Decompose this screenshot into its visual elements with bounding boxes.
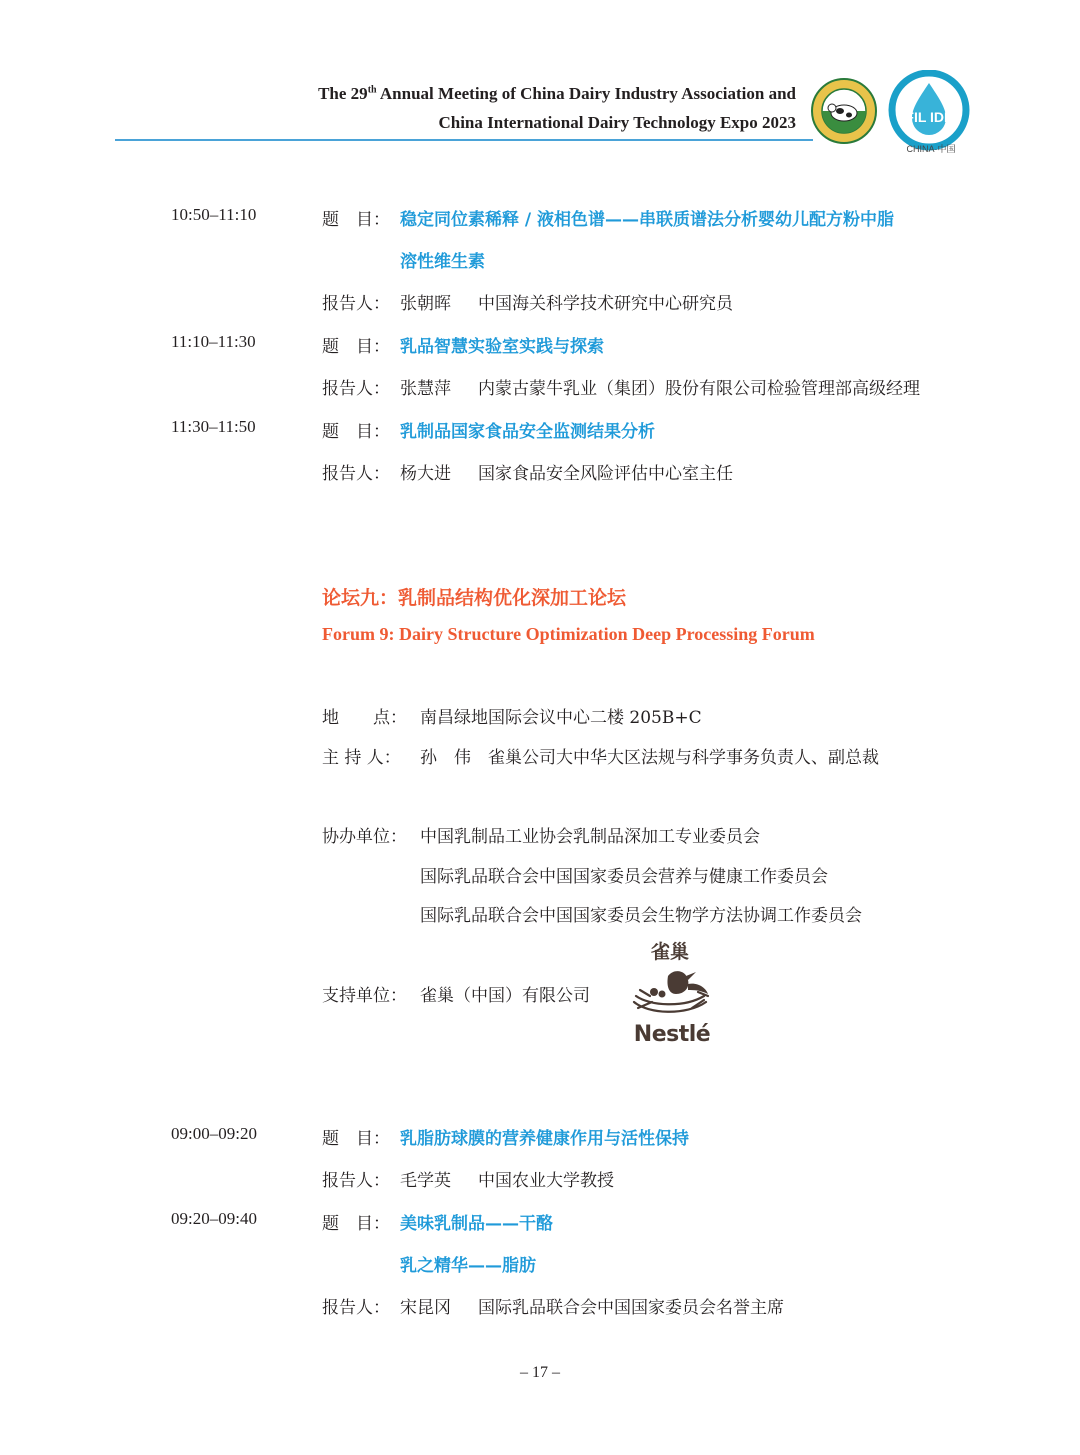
talk-title-cont: 溶性维生素 <box>400 252 485 272</box>
title-label: 题 目： <box>322 210 390 230</box>
header-title-line1: The 29th Annual Meeting of China Dairy Industry Association and <box>318 84 796 103</box>
forum-title-en: Forum 9: Dairy Structure Optimization Deep Processing Forum <box>322 624 815 644</box>
sponsor-logo-en: Nestlé <box>633 1022 711 1047</box>
venue-value: 南昌绿地国际会议中心二楼 205B+C <box>420 708 702 728</box>
china-label: CHINA·中国 <box>906 144 956 154</box>
svg-text:FIL IDF: FIL IDF <box>905 109 953 125</box>
support-label: 支持单位： <box>322 986 407 1006</box>
reporter-label: 报告人： <box>322 379 390 399</box>
time-slot: 09:00–09:20 <box>171 1124 257 1143</box>
reporter-name: 杨大进 <box>400 464 451 484</box>
reporter-affiliation: 内蒙古蒙牛乳业（集团）股份有限公司检验管理部高级经理 <box>478 379 920 399</box>
reporter-affiliation: 中国农业大学教授 <box>478 1171 614 1191</box>
reporter-affiliation: 国际乳品联合会中国国家委员会名誉主席 <box>478 1298 784 1318</box>
title-label: 题 目： <box>322 1129 390 1149</box>
reporter-affiliation: 国家食品安全风险评估中心室主任 <box>478 464 733 484</box>
cdia-logo-icon <box>810 77 878 145</box>
host-value: 孙 伟 雀巢公司大中华大区法规与科学事务负责人、副总裁 <box>420 748 879 768</box>
co-organizer: 国际乳品联合会中国国家委员会生物学方法协调工作委员会 <box>420 906 862 926</box>
time-slot: 11:30–11:50 <box>171 417 256 436</box>
talk-title-cont: 乳之精华——脂肪 <box>400 1256 536 1276</box>
header-title-line2: China International Dairy Technology Expo 2023 <box>438 113 796 132</box>
host-label: 主 持 人： <box>322 748 401 768</box>
talk-title: 乳制品国家食品安全监测结果分析 <box>400 422 655 442</box>
co-organizer-label: 协办单位： <box>322 827 407 847</box>
reporter-name: 张朝晖 <box>400 294 451 314</box>
reporter-label: 报告人： <box>322 1171 390 1191</box>
reporter-name: 宋昆冈 <box>400 1298 451 1318</box>
talk-title: 乳品智慧实验室实践与探索 <box>400 337 604 357</box>
time-slot: 10:50–11:10 <box>171 205 257 224</box>
reporter-label: 报告人： <box>322 294 390 314</box>
support-value: 雀巢（中国）有限公司 <box>420 986 590 1006</box>
venue-label: 地 点： <box>322 708 407 728</box>
nest-logo-icon <box>628 962 714 1022</box>
header-divider <box>115 139 813 141</box>
title-label: 题 目： <box>322 422 390 442</box>
time-slot: 11:10–11:30 <box>171 332 256 351</box>
forum-title-cn: 论坛九：乳制品结构优化深加工论坛 <box>322 587 627 609</box>
reporter-name: 毛学英 <box>400 1171 451 1191</box>
time-slot: 09:20–09:40 <box>171 1209 257 1228</box>
reporter-affiliation: 中国海关科学技术研究中心研究员 <box>478 294 733 314</box>
talk-title: 美味乳制品——干酪 <box>400 1214 553 1234</box>
sponsor-logo-cn: 雀巢 <box>650 941 689 963</box>
talk-title: 稳定同位素稀释 / 液相色谱——串联质谱法分析婴幼儿配方粉中脂 <box>400 210 895 230</box>
reporter-name: 张慧萍 <box>400 379 451 399</box>
co-organizer: 国际乳品联合会中国国家委员会营养与健康工作委员会 <box>420 867 828 887</box>
page-number: – 17 – <box>520 1364 560 1381</box>
talk-title: 乳脂肪球膜的营养健康作用与活性保持 <box>400 1129 689 1149</box>
title-label: 题 目： <box>322 337 390 357</box>
co-organizer: 中国乳制品工业协会乳制品深加工专业委员会 <box>420 827 760 847</box>
title-label: 题 目： <box>322 1214 390 1234</box>
reporter-label: 报告人： <box>322 1298 390 1318</box>
reporter-label: 报告人： <box>322 464 390 484</box>
